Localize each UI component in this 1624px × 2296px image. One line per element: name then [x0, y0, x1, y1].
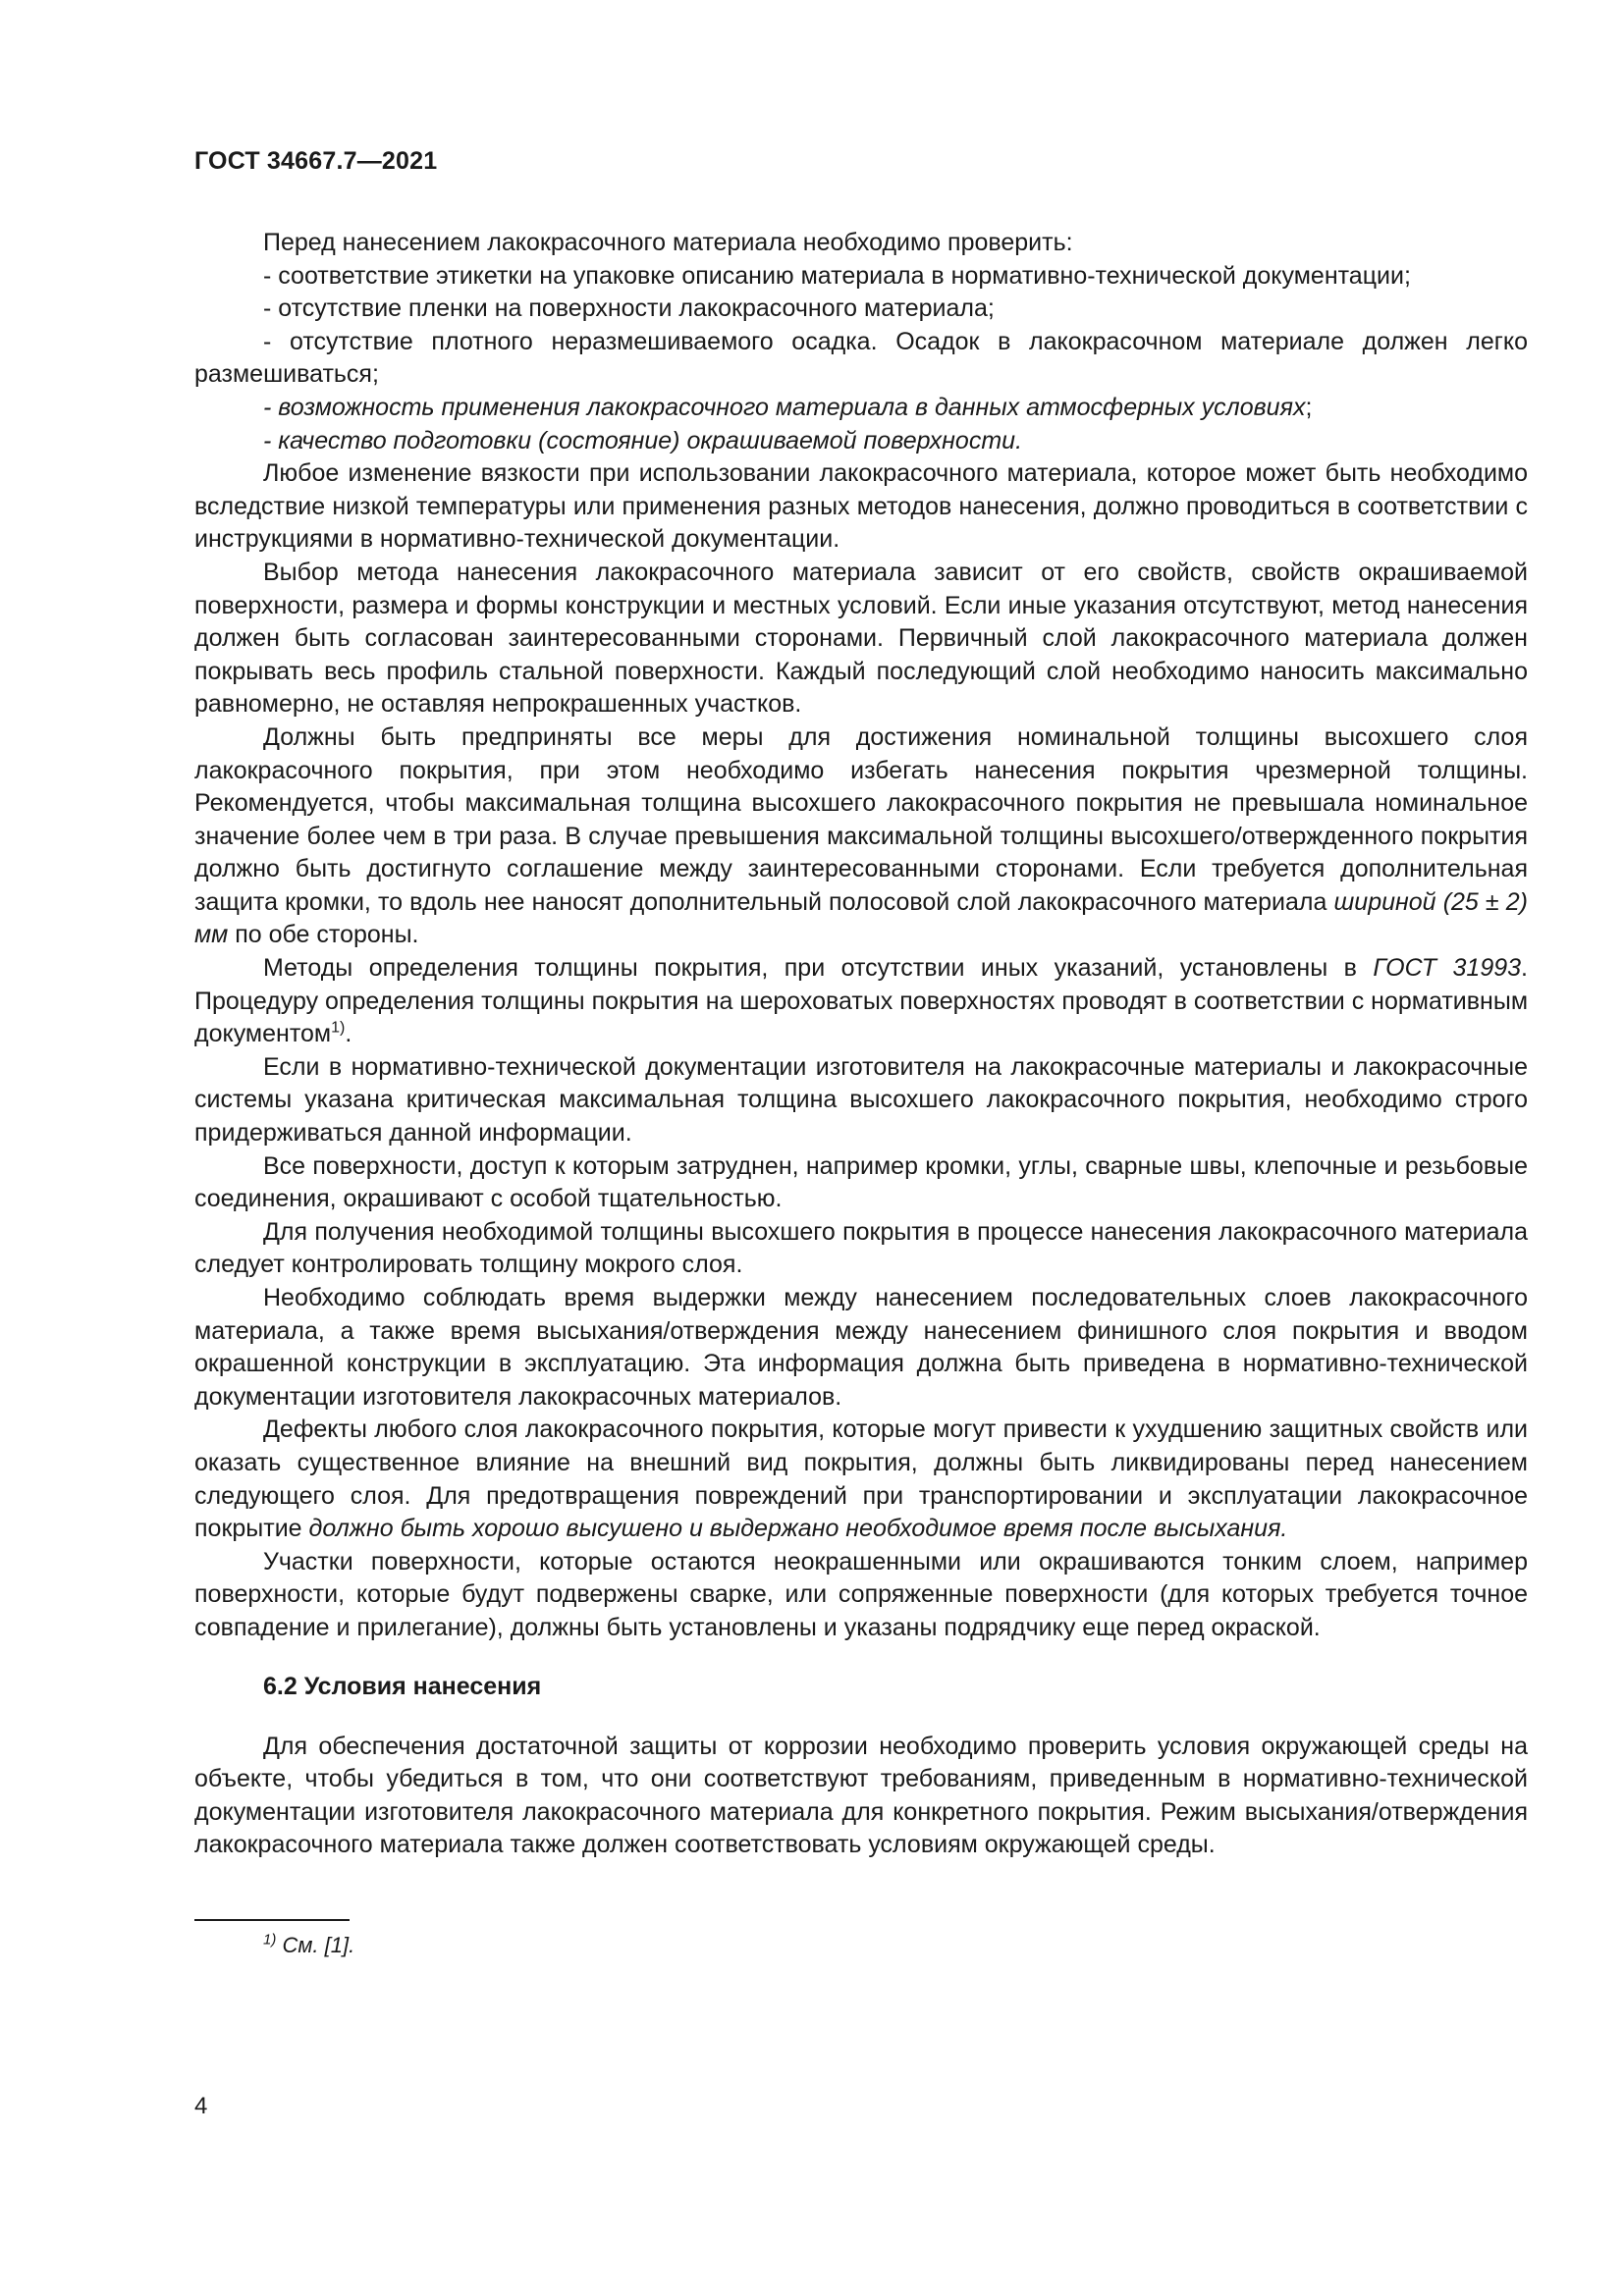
document-page	[194, 147, 1528, 1960]
italic-text: шириной (25 ± 2) мм	[194, 887, 1529, 949]
footnote-marker: 1)	[263, 1931, 277, 1949]
list-item-atmospheric-conditions	[194, 392, 1528, 425]
paragraph-critical-thickness: Если в нормативно-технической документации изготовителя на лакокрасочные материалы и лакокрасочные системы указана критическая максимальная толщина высохшего лакокрасочного покрытия, необходимо строго придерживаться данной информации.	[194, 1052, 1528, 1148]
list-item-label-check: - соответствие этикетки на упаковке описанию материала в нормативно-технической документации;	[263, 261, 1411, 290]
list-item-no-sediment: - отсутствие плотного неразмешиваемого осадка. Осадок в лакокрасочном материале должен легко размешиваться;	[194, 327, 1528, 389]
paragraph-dry-film-thickness	[194, 721, 1528, 952]
footnote-text: См. [1].	[276, 1932, 355, 1957]
paragraph-application-method: Выбор метода нанесения лакокрасочного материала зависит от его свойств, свойств окрашиваемой поверхности, размера и формы конструкции и местных условий. Если иные указания отсутствуют, метод нанесения должен быть согласован заинтересованными сторонами. Первичный слой лакокрасочного материала должен покрывать весь профиль стальной поверхности. Каждый последующий слой необходимо наносить максимально равномерно, не оставляя непрокрашенных участков.	[194, 558, 1528, 719]
footnote	[263, 1931, 1528, 1960]
section-heading: 6.2 Условия нанесения	[263, 1672, 542, 1700]
text-run: Должны быть предприняты все меры для достижения номинальной толщины высохшего слоя лакокрасочного покрытия, при этом необходимо избегать нанесения покрытия чрезмерной толщины. Рекомендуется, чтобы максимальная толщина высохшего лакокрасочного покрытия не превышала номинальное значение более чем в три раза. В случае превышения максимальной толщины высохшего/отвержденного покрытия должно быть достигнуто соглашение между заинтересованными сторонами. Если требуется дополнительная защита кромки, то вдоль нее наносят дополнительный полосовой слой лакокрасочного материала	[194, 722, 1528, 916]
paragraph-thickness-methods	[194, 952, 1528, 1051]
footnote-divider	[194, 1919, 350, 1921]
paragraph-check-intro: Перед нанесением лакокрасочного материала необходимо проверить:	[263, 229, 1073, 256]
italic-text: - возможность применения лакокрасочного материала в данных атмосферных условиях	[263, 393, 1306, 421]
page-number: 4	[194, 2093, 208, 2119]
text-run: Методы определения толщины покрытия, при отсутствии иных указаний, установлены в	[263, 954, 1374, 983]
text-run: . Процедуру определения толщины покрытия на шероховатых поверхностях проводят в соответствии с нормативным документом	[194, 954, 1528, 1048]
footnote-reference: 1)	[331, 1019, 346, 1037]
paragraph-environment-conditions: Для обеспечения достаточной защиты от коррозии необходимо проверить условия окружающей среды на объекте, чтобы убедиться в том, что они соответствуют требованиям, приведенным в нормативно-технической документации изготовителя лакокрасочного материала для конкретного покрытия. Режим высыхания/отверждения лакокрасочного материала также должен соответствовать условиям окружающей среды.	[194, 1732, 1528, 1859]
standard-reference: ГОСТ 31993	[1373, 954, 1522, 983]
italic-text: - качество подготовки (состояние) окрашиваемой поверхности.	[263, 426, 1023, 454]
italic-text: должно быть хорошо высушено и выдержано необходимое время после высыхания.	[308, 1515, 1288, 1543]
body-text	[194, 227, 1528, 1645]
paragraph-overcoat-time: Необходимо соблюдать время выдержки между нанесением последовательных слоев лакокрасочного материала, а также время высыхания/отверждения между нанесением финишного слоя покрытия и вводом окрашенной конструкции в эксплуатацию. Эта информация должна быть приведена в нормативно-технической документации изготовителя лакокрасочных материалов.	[194, 1284, 1528, 1411]
paragraph-unpainted-areas: Участки поверхности, которые остаются неокрашенными или окрашиваются тонким слоем, например поверхности, которые будут подвержены сварке, или сопряженные поверхности (для которых требуется точное совпадение и прилегание), должны быть установлены и указаны подрядчику еще перед окраской.	[194, 1547, 1528, 1641]
document-code-header: ГОСТ 34667.7—2021	[194, 147, 438, 175]
text-run: Дефекты любого слоя лакокрасочного покрытия, которые могут привести к ухудшению защитных свойств или оказать существенное влияние на внешний вид покрытия, должны быть ликвидированы перед нанесением следующего слоя. Для предотвращения повреждений при транспортировании и эксплуатации лакокрасочное покрытие	[194, 1415, 1528, 1543]
text-run: по обе стороны.	[228, 921, 419, 949]
punctuation: ;	[1305, 393, 1313, 421]
paragraph-hard-to-reach-surfaces: Все поверхности, доступ к которым затруднен, например кромки, углы, сварные швы, клепочные и резьбовые соединения, окрашивают с особой тщательностью.	[194, 1151, 1528, 1213]
list-item-no-film: - отсутствие пленки на поверхности лакокрасочного материала;	[263, 294, 995, 323]
paragraph-wet-film-control: Для получения необходимой толщины высохшего покрытия в процессе нанесения лакокрасочного материала следует контролировать толщину мокрого слоя.	[194, 1217, 1528, 1279]
section-body	[194, 1731, 1528, 1862]
paragraph-viscosity: Любое изменение вязкости при использовании лакокрасочного материала, которое может быть необходимо вследствие низкой температуры или применения разных методов нанесения, должно проводиться в соответствии с инструкциями в нормативно-технической документации.	[194, 459, 1528, 554]
list-item-surface-quality	[194, 425, 1528, 458]
punctuation: .	[345, 1020, 352, 1048]
paragraph-defects	[194, 1414, 1528, 1545]
